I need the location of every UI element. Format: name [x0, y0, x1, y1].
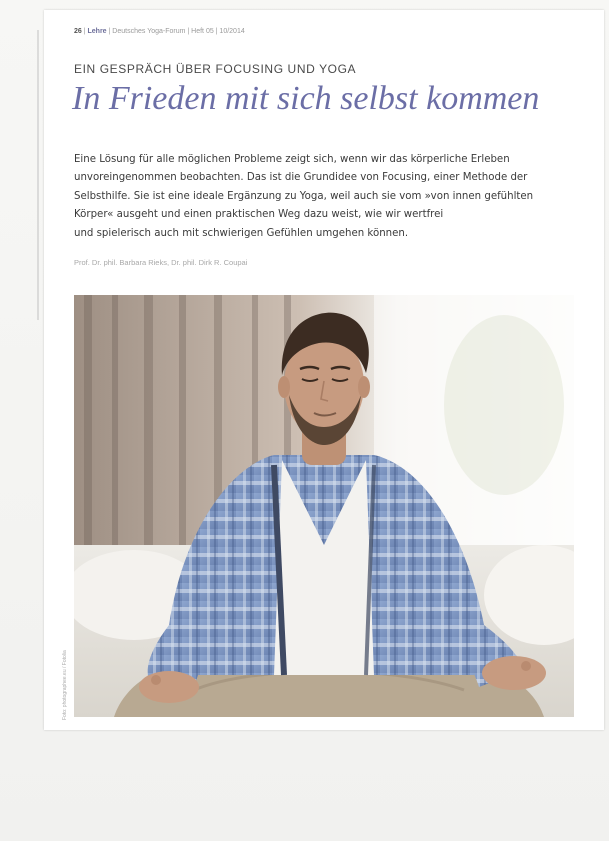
publication-info: Deutsches Yoga-Forum | Heft 05 | 10/2014	[112, 28, 245, 35]
magazine-page	[44, 10, 604, 730]
photo-credit: Foto: photographee.eu / Fotolia	[62, 650, 68, 720]
lead-line: Eine Lösung für alle möglichen Probleme zeigt sich, wenn wir das körperliche Erleben	[74, 154, 510, 165]
lead-paragraph	[74, 151, 582, 243]
lead-line: unvoreingenommen beobachten. Das ist die Grundidee von Focusing, einer Methode der	[74, 172, 528, 184]
article-headline: In Frieden mit sich selbst kommen	[72, 80, 540, 117]
article-authors: Prof. Dr. phil. Barbara Rieks, Dr. phil. Dirk R. Coupai	[74, 258, 248, 267]
meditation-photo	[74, 295, 574, 717]
lead-line: Körper« ausgeht und einen praktischen Weg dazu weist, wie wir wertfrei	[74, 209, 444, 221]
article-kicker: EIN GESPRÄCH ÜBER FOCUSING UND YOGA	[74, 62, 357, 76]
header-separator: |	[108, 28, 113, 35]
running-header	[74, 28, 245, 35]
section-name: Lehre	[87, 28, 107, 35]
page-number: 26	[74, 28, 82, 35]
lead-line: Selbsthilfe. Sie ist eine ideale Ergänzung zu Yoga, weil auch sie vom »von innen gefühlten	[74, 190, 534, 202]
photo-illustration	[74, 295, 574, 717]
header-separator: |	[83, 28, 88, 35]
binding-edge	[37, 30, 39, 320]
lead-line: und spielerisch auch mit schwierigen Gefühlen umgehen können.	[74, 227, 409, 239]
